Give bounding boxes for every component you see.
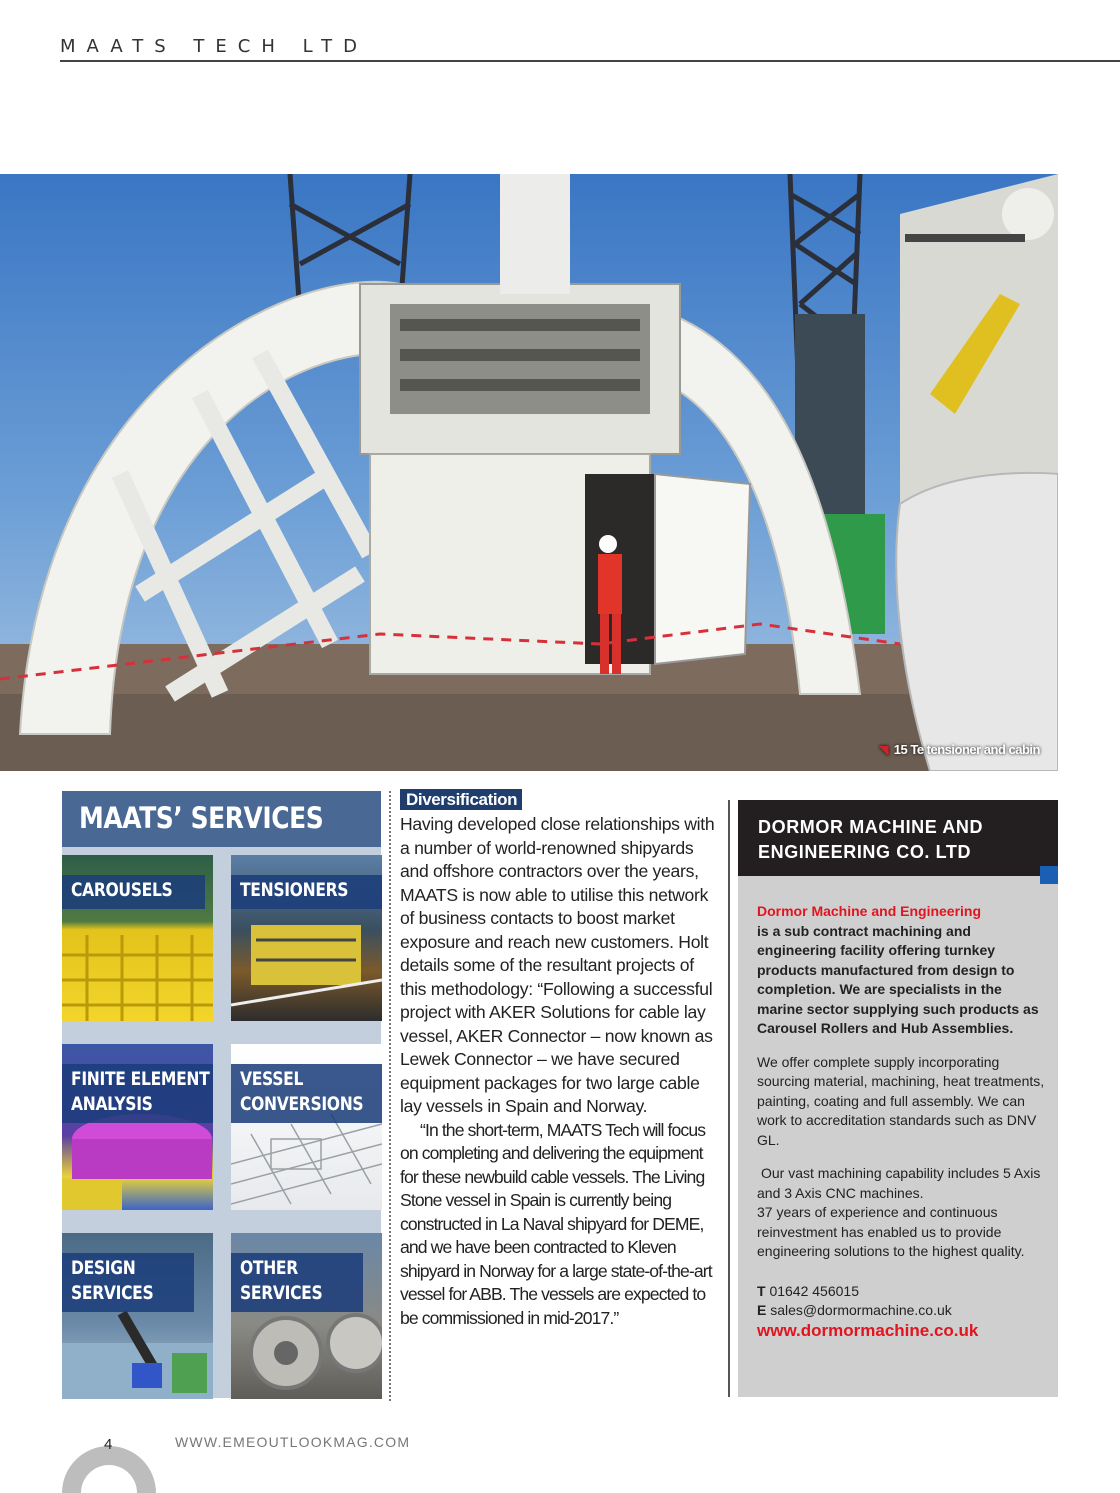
header-rule [60,60,1120,62]
services-title: MAATS’ SERVICES [79,801,324,835]
photo-caption [879,742,1040,757]
advert-paragraph-2b: 37 years of experience and continuous reinvestment has enabled us to provide engineering solutions to the highest quality. [757,1204,1025,1259]
tile-other-services[interactable] [231,1233,382,1399]
tile-label-carousels: CAROUSELS [62,875,205,909]
tile-label-finite-element-analysis: FINITE ELEMENT ANALYSIS [62,1064,213,1123]
phone-number[interactable]: 01642 456015 [769,1282,859,1299]
caption-text: 15 Te tensioner and cabin [893,742,1040,757]
tile-label-tensioners: TENSIONERS [231,875,382,909]
email-label: E [757,1302,767,1318]
article-paragraph-1: Having developed close relationships with a number of world-renowned shipyards and offshore contractors over the years, MAATS is now able to utilise this network of business contacts to boost market exposure and reach new customers. Holt details some of the resultant projects of this methodology: “Following a successful project with AKER Solutions for cable lay vessel, AKER Connector – now known as Lewek Connector – we have secured equipment packages for two large cable lay vessels in Spain and Norway. [400,814,715,1116]
tensioner-photo [0,174,1058,771]
email-address[interactable]: sales@dormormachine.co.uk [770,1302,952,1318]
tile-vessel-conversions[interactable] [231,1044,382,1210]
tile-label-design-services: DESIGN SERVICES [62,1253,194,1312]
footer-url[interactable]: WWW.EMEOUTLOOKMAG.COM [175,1434,411,1450]
advert-paragraph-1: We offer complete supply incorporating sourcing material, machining, heat treatments, painting, coating and full assembly. We can work to accreditation standards such as DNV GL. [757,1053,1045,1148]
tile-label-other-services: OTHER SERVICES [231,1253,363,1312]
tile-design-services[interactable] [62,1233,213,1399]
article-column [400,789,718,1330]
advert-left-border [728,800,730,1397]
section-kicker: Diversification [400,789,522,810]
photo-illustration [0,174,1058,771]
advert-header [738,800,1058,876]
services-header [62,791,381,847]
phone-label: T [757,1282,766,1299]
advert-website-link[interactable]: www.dormormachine.co.uk [757,1320,979,1340]
publication-header: MAATS TECH LTD [60,36,369,57]
advert-email [757,1301,1047,1321]
advert-content [757,902,1047,1340]
advert-accent-square [1040,866,1058,884]
advert-phone [757,1282,1047,1302]
tile-carousels[interactable] [62,855,213,1021]
advert-title [758,815,983,865]
advert-intro: is a sub contract machining and engineering facility offering turnkey products manufactured from design to completion. We are specialists in the marine sector supplying such products as Carousel Rollers and Hub Assemblies. [757,922,1039,1036]
column-divider [389,791,391,1401]
tile-label-vessel-conversions: VESSEL CONVERSIONS [231,1064,382,1123]
advert-company-name: Dormor Machine and Engineering [757,903,982,919]
tile-tensioners[interactable] [231,855,382,1021]
caption-marker-icon: ◥ [879,743,888,757]
advert-title-line-2: ENGINEERING CO. LTD [758,842,972,862]
page-number: 4 [104,1436,113,1453]
article-paragraph-2: “In the short-term, MAATS Tech will focus on completing and delivering the equipment for these newbuild cable vessels. The Living Stone vessel in Spain is currently being constructed in La Naval shipyard for DEME, and we have been contracted to Kleven shipyard in Norway for a large state-of-the-art vessel for ABB. The vessels are expected to be commissioned in mid-2017.” [400,1119,712,1328]
advert-title-line-1: DORMOR MACHINE AND [758,817,984,837]
advert-paragraph-2a: Our vast machining capability includes 5 Axis and 3 Axis CNC machines. [757,1165,1041,1201]
tile-finite-element-analysis[interactable] [62,1044,213,1210]
